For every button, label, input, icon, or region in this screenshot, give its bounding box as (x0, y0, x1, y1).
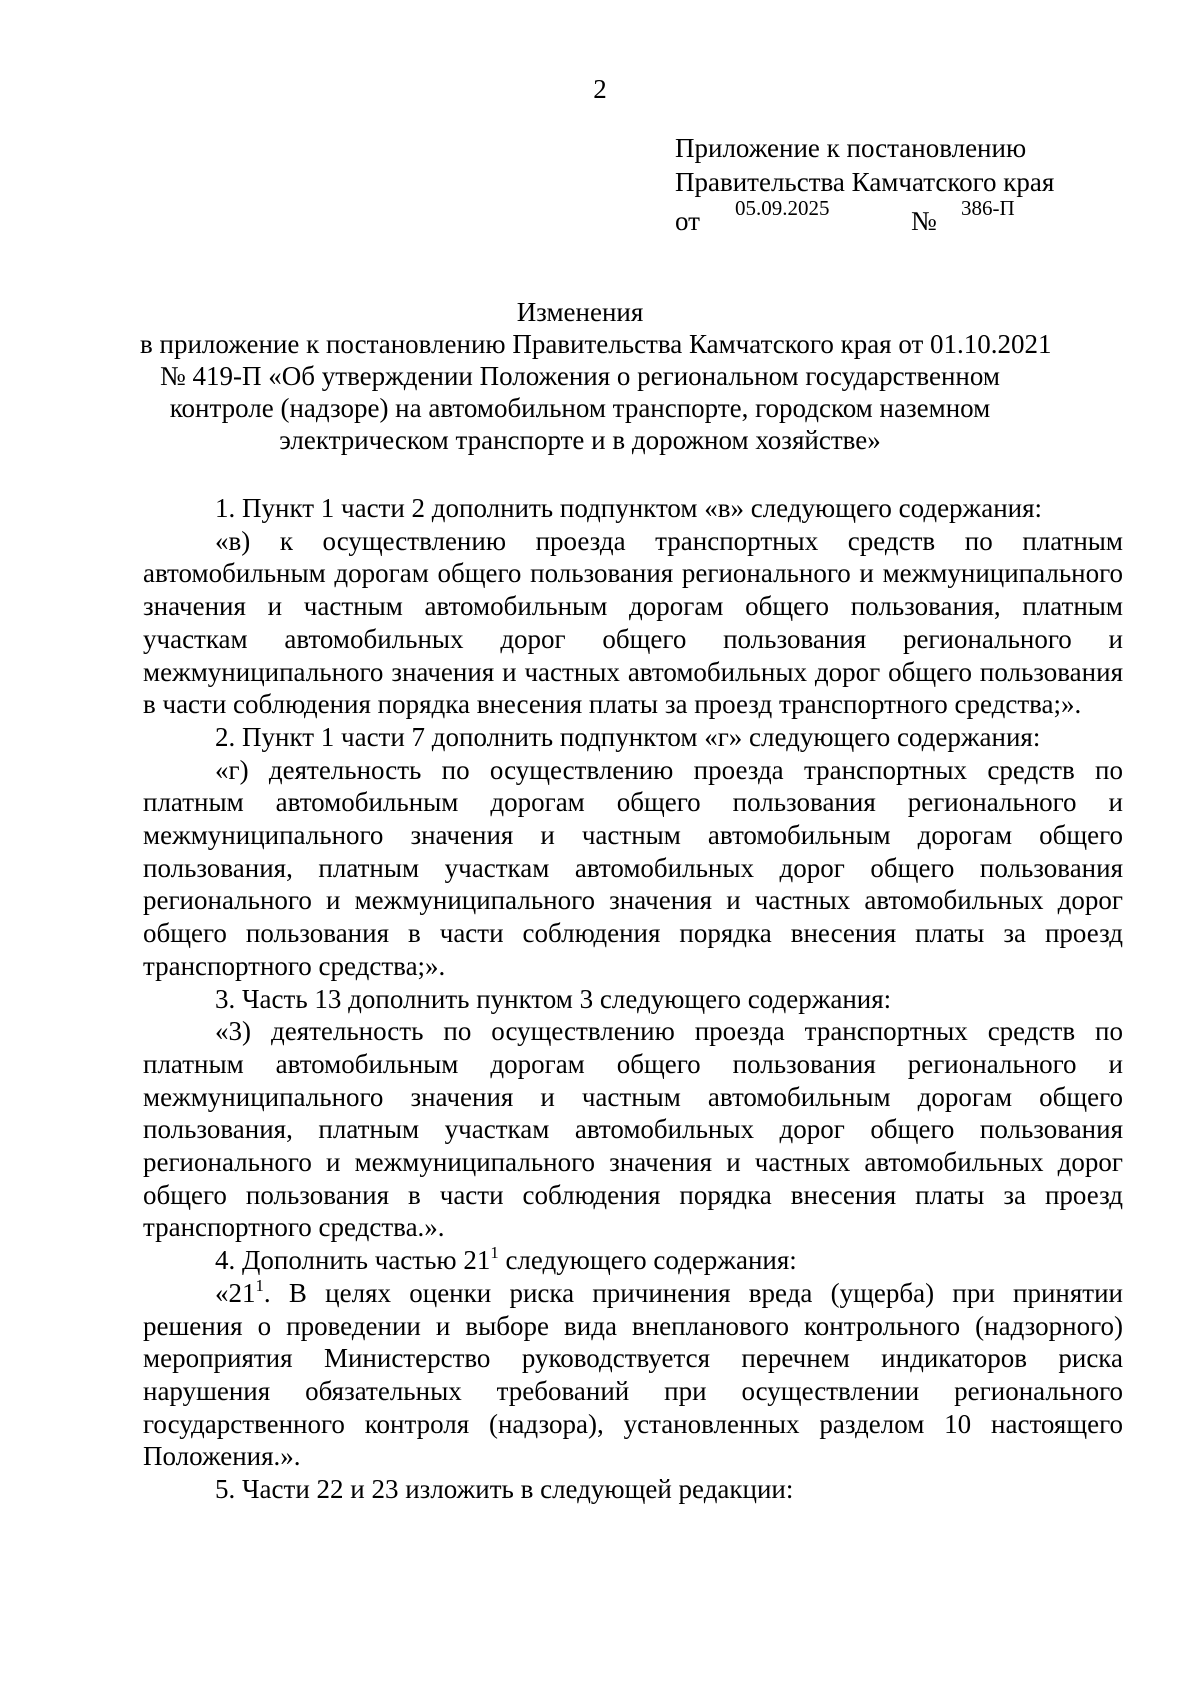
title-line-2: в приложение к постановлению Правительства Камчатского края от 01.10.2021 (140, 329, 1052, 359)
page-number: 2 (593, 74, 607, 104)
document-body (143, 492, 1123, 1506)
title-line-1: Изменения (516, 297, 644, 327)
document-date: 05.09.2025 (735, 196, 830, 220)
paragraph-1: 1. Пункт 1 части 2 дополнить подпунктом «в» следующего содержания: (215, 493, 1043, 523)
title-line-5: электрическом транспорте и в дорожном хозяйстве» (279, 425, 881, 455)
appendix-header (675, 131, 1054, 199)
title-line-3: № 419-П «Об утверждении Положения о региональном государственном (160, 361, 1000, 391)
paragraph-8-superscript: 1 (255, 1276, 264, 1295)
paragraph-5: 3. Часть 13 дополнить пунктом 3 следующего содержания: (215, 983, 892, 1014)
document-number: 386-П (961, 196, 1015, 220)
paragraph-8 (143, 1277, 1123, 1473)
paragraph-7 (143, 1244, 1123, 1277)
appendix-line-1: Приложение к постановлению (675, 133, 1027, 163)
paragraph-6: «3) деятельность по осуществлению проезда транспортных средств по платным автомобильным дорогам общего пользования регионального и межмуниципального значения и частным автомобильным дорогам общего пользования, платным участкам автомобильных дорог общего пользования регионального и межмуниципального значения и частных автомобильных дорог общего пользования в части соблюдения порядка внесения платы за проезд транспортного средства.». (143, 1016, 1123, 1243)
paragraph-3: 2. Пункт 1 части 7 дополнить подпунктом «г» следующего содержания: (215, 721, 1041, 752)
number-label: № (911, 206, 937, 236)
paragraph-2: «в) к осуществлению проезда транспортных средств по платным автомобильным дорогам общего пользования регионального и межмуниципального значения и частным автомобильным дорогам общего пользования, платным участкам автомобильных дорог общего пользования регионального и межмуниципального значения и частных автомобильных дорог общего пользования в части соблюдения порядка внесения платы за проезд транспортного средства;». (143, 525, 1123, 720)
date-label: от (675, 206, 700, 236)
paragraph-4: «г) деятельность по осуществлению проезда транспортных средств по платным автомобильным дорогам общего пользования регионального и межмуниципального значения и частным автомобильным дорогам общего пользования, платным участкам автомобильных дорог общего пользования регионального и межмуниципального значения и частных автомобильных дорог общего пользования в части соблюдения порядка внесения платы за проезд транспортного средства;». (143, 754, 1123, 981)
paragraph-8-text-b: . В целях оценки риска причинения вреда (ущерба) при принятии решения о проведении и выборе вида внепланового контрольного (надзорного) мероприятия Министерство руководствуется перечнем индикаторов риска нарушения обязательных требований при осуществлении регионального государственного контроля (надзора), установленных разделом 10 настоящего Положения.». (143, 1277, 1123, 1472)
paragraph-7-text-a: 4. Дополнить частью 21 (215, 1245, 491, 1276)
paragraph-7-superscript: 1 (490, 1243, 499, 1263)
document-title (140, 296, 1052, 456)
appendix-line-2: Правительства Камчатского края (675, 167, 1055, 197)
appendix-date-number (675, 196, 1035, 236)
paragraph-7-text-b: следующего содержания: (498, 1245, 797, 1276)
paragraph-8-text-a: «21 (215, 1277, 256, 1308)
paragraph-9: 5. Части 22 и 23 изложить в следующей редакции: (215, 1474, 794, 1505)
title-line-4: контроле (надзоре) на автомобильном транспорте, городском наземном (169, 393, 991, 423)
